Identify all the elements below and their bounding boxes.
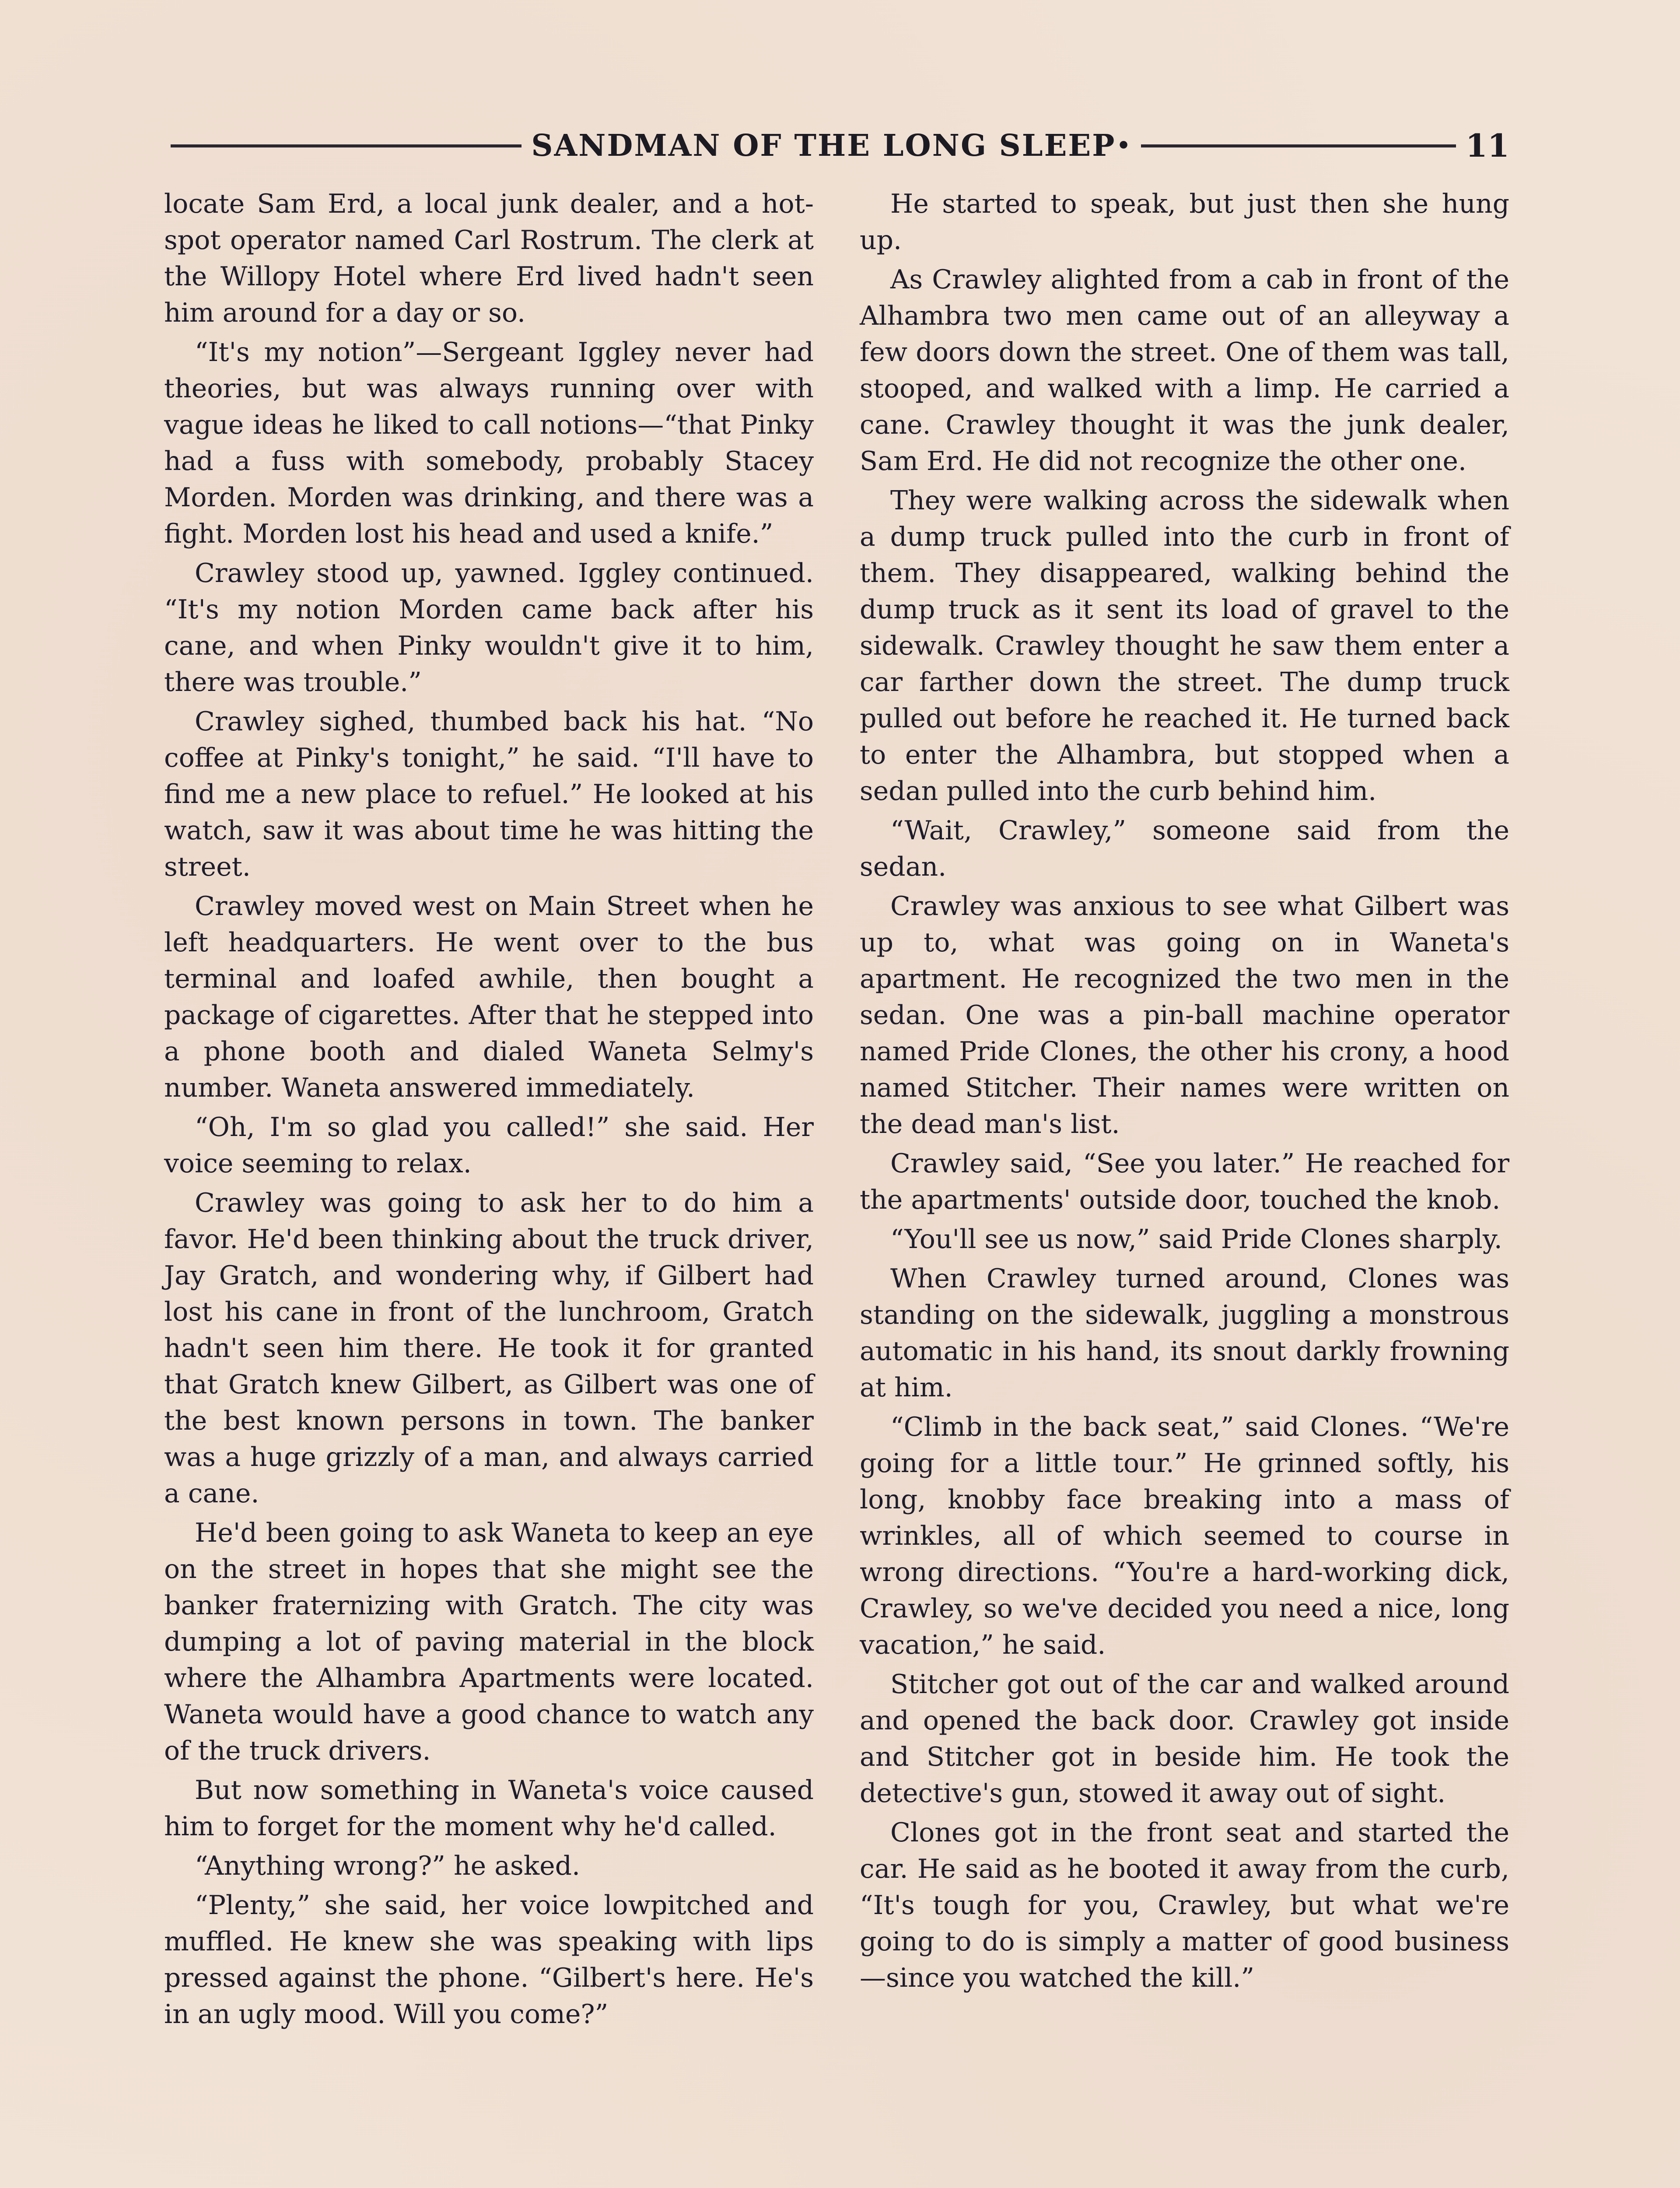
paragraph: Stitcher got out of the car and walked around and opened the back door. Crawley got inside and Stitcher got in beside him. He took the detective's gun, stowed it away out of sight. bbox=[860, 1669, 1509, 1809]
header-dot-ornament: • bbox=[1116, 130, 1131, 161]
paragraph: Crawley sighed, thumbed back his hat. “No coffee at Pinky's tonight,” he said. “I'll have to find me a new place to refuel.” He looked at his watch, saw it was about time he was hitting the street. bbox=[164, 706, 814, 882]
paragraph: Crawley stood up, yawned. Iggley continued. “It's my notion Morden came back after his cane, and when Pinky wouldn't give it to him, there was trouble.” bbox=[164, 558, 814, 698]
header-rule-left bbox=[171, 144, 522, 147]
paragraph: “Wait, Crawley,” someone said from the sedan. bbox=[860, 815, 1509, 882]
paragraph: Crawley was going to ask her to do him a favor. He'd been thinking about the truck driver, Jay Gratch, and wondering why, if Gilbert had lost his cane in front of the lunchroom, Gratch hadn't seen him there. He took it for granted that Gratch knew Gilbert, as Gilbert was one of the best known persons in town. The banker was a huge grizzly of a man, and always carried a cane. bbox=[164, 1188, 814, 1509]
paragraph: Crawley said, “See you later.” He reached for the apartments' outside door, touched the knob. bbox=[860, 1148, 1509, 1215]
left-column bbox=[164, 186, 814, 2188]
paragraph: He'd been going to ask Waneta to keep an eye on the street in hopes that she might see the banker fraternizing with Gratch. The city was dumping a lot of paving material in the block where the Alhambra Apartments were located. Waneta would have a good chance to watch any of the truck drivers. bbox=[164, 1518, 814, 1766]
paragraph: As Crawley alighted from a cab in front of the Alhambra two men came out of an alleyway a few doors down the street. One of them was tall, stooped, and walked with a limp. He carried a cane. Crawley thought it was the junk dealer, Sam Erd. He did not recognize the other one. bbox=[860, 264, 1509, 477]
paragraph: “Oh, I'm so glad you called!” she said. Her voice seeming to relax. bbox=[164, 1112, 814, 1179]
paragraph: “Anything wrong?” he asked. bbox=[195, 1851, 581, 1881]
text-columns bbox=[164, 186, 1509, 2188]
page-number: 11 bbox=[1465, 127, 1509, 164]
paragraph: locate Sam Erd, a local junk dealer, and a hot-spot operator named Carl Rostrum. The clerk at the Willopy Hotel where Erd lived hadn't seen him around for a day or so. bbox=[164, 189, 814, 328]
running-title: SANDMAN OF THE LONG SLEEP bbox=[531, 128, 1116, 163]
paragraph: “You'll see us now,” said Pride Clones sharply. bbox=[890, 1224, 1502, 1255]
paragraph: “Climb in the back seat,” said Clones. “We're going for a little tour.” He grinned softly, his long, knobby face breaking into a mass of wrinkles, all of which seemed to course in wrong directions. “You're a hard-working dick, Crawley, so we've decided you need a nice, long vacation,” he said. bbox=[860, 1412, 1509, 1660]
paragraph: He started to speak, but just then she hung up. bbox=[860, 189, 1509, 256]
paragraph: Crawley was anxious to see what Gilbert was up to, what was going on in Waneta's apartment. He recognized the two men in the sedan. One was a pin-ball machine operator named Pride Clones, the other his crony, a hood named Stitcher. Their names were written on the dead man's list. bbox=[860, 891, 1509, 1140]
running-header bbox=[171, 117, 1509, 174]
paragraph: Clones got in the front seat and started the car. He said as he booted it away from the curb, “It's tough for you, Crawley, but what we're going to do is simply a matter of good business—since you watched the kill.” bbox=[860, 1817, 1509, 1993]
paragraph: Crawley moved west on Main Street when he left headquarters. He went over to the bus terminal and loafed awhile, then bought a package of cigarettes. After that he stepped into a phone booth and dialed Waneta Selmy's number. Waneta answered immediately. bbox=[164, 891, 814, 1103]
right-column bbox=[860, 186, 1509, 2188]
paragraph: “Plenty,” she said, her voice lowpitched and muffled. He knew she was speaking with lips pressed against the phone. “Gilbert's here. He's in an ugly mood. Will you come?” bbox=[164, 1890, 814, 2030]
paragraph: When Crawley turned around, Clones was standing on the sidewalk, juggling a monstrous automatic in his hand, its snout darkly frowning at him. bbox=[860, 1263, 1509, 1403]
paragraph: They were walking across the sidewalk when a dump truck pulled into the curb in front of them. They disappeared, walking behind the dump truck as it sent its load of gravel to the sidewalk. Crawley thought he saw them enter a car farther down the street. The dump truck pulled out before he reached it. He turned back to enter the Alhambra, but stopped when a sedan pulled into the curb behind him. bbox=[860, 485, 1509, 806]
paragraph: But now something in Waneta's voice caused him to forget for the moment why he'd called. bbox=[164, 1775, 814, 1842]
paragraph: “It's my notion”—Sergeant Iggley never had theories, but was always running over with vague ideas he liked to call notions—“that Pinky had a fuss with somebody, probably Stacey Morden. Morden was drinking, and there was a fight. Morden lost his head and used a knife.” bbox=[164, 337, 814, 549]
header-rule-right bbox=[1141, 144, 1456, 147]
